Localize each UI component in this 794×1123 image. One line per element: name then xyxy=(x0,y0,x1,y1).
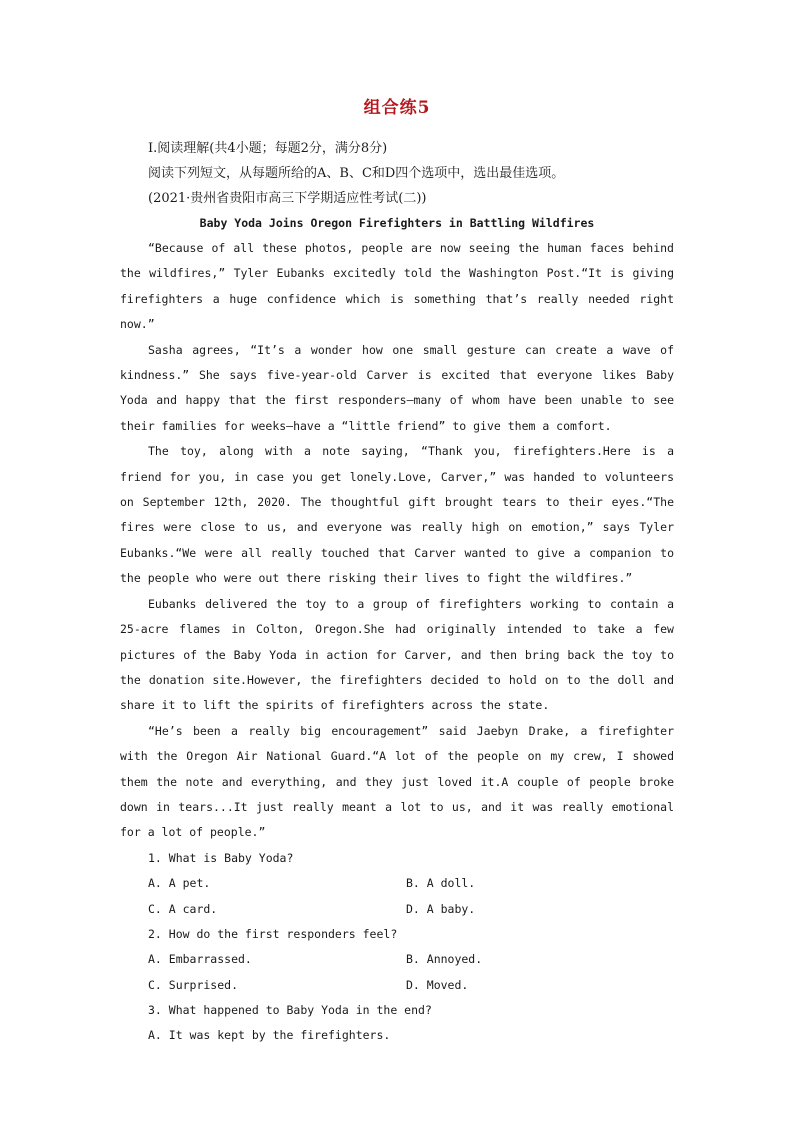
question-stem: 3. What happened to Baby Yoda in the end? xyxy=(148,1003,432,1018)
paragraph: “He’s been a really big encouragement” said Jaebyn Drake, a firefighter with the Oregon Air National Guard.“A lot of the people on my crew, I showed them the note and everything, and they just loved it.A couple of people broke down in tears...It just really meant a lot to us, and it was really emotional for a lot of people.” xyxy=(120,723,674,840)
question-2 xyxy=(120,922,674,998)
question-stem: 2. How do the first responders feel? xyxy=(148,926,398,941)
option-c: C. Surprised. xyxy=(148,977,239,992)
option-row xyxy=(120,1023,674,1048)
option-row xyxy=(120,897,674,922)
paragraph: Sasha agrees, “It’s a wonder how one small gesture can create a wave of kindness.” She says five-year-old Carver is excited that everyone likes Baby Yoda and happy that the first responders—many of whom have been unable to see their families for weeks—have a “little friend” to give them a comfort. xyxy=(120,342,674,433)
question-3 xyxy=(120,998,674,1049)
instruction-text: 阅读下列短文，从每题所给的A、B、C和D四个选项中，选出最佳选项。 xyxy=(148,166,565,181)
option-row xyxy=(120,947,674,972)
option-d: D. A baby. xyxy=(406,901,476,916)
paragraph: Eubanks delivered the toy to a group of firefighters working to contain a 25-acre flames in Colton, Oregon.She had originally intended to take a few pictures of the Baby Yoda in action for Carver, and then bring back the toy to the donation site.However, the firefighters decided to hold on to the doll and share it to lift the spirits of firefighters across the state. xyxy=(120,596,674,713)
question-stem: 1. What is Baby Yoda? xyxy=(148,850,294,865)
option-row xyxy=(120,871,674,896)
option-a: A. Embarrassed. xyxy=(148,952,252,967)
paragraph: “Because of all these photos, people are now seeing the human faces behind the wildfires,” Tyler Eubanks excitedly told the Washington Post.“It is giving firefighters a huge confidence which is something that’s really needed right now.” xyxy=(120,241,674,332)
question-1 xyxy=(120,846,674,922)
passage-title: Baby Yoda Joins Oregon Firefighters in Battling Wildfires xyxy=(199,216,595,230)
option-row xyxy=(120,973,674,998)
section-header: Ⅰ.阅读理解(共4小题；每题2分，满分8分) xyxy=(148,141,388,156)
paragraph: The toy, along with a note saying, “Thank you, firefighters.Here is a friend for you, in case you get lonely.Love, Carver,” was handed to volunteers on September 12th, 2020. The thoughtful gift brought tears to their eyes.“The fires were close to us, and everyone was really high on emotion,” says Tyler Eubanks.“We were all really touched that Carver wanted to give a companion to the people who were out there risking their lives to fight the wildfires.” xyxy=(120,444,674,586)
option-d: D. Moved. xyxy=(406,977,469,992)
option-a: A. It was kept by the firefighters. xyxy=(148,1028,391,1043)
option-b: B. Annoyed. xyxy=(406,952,483,967)
document-page xyxy=(120,96,674,1049)
option-a: A. A pet. xyxy=(148,876,211,891)
page-title: 组合练5 xyxy=(363,98,431,118)
option-b: B. A doll. xyxy=(406,876,476,891)
option-c: C. A card. xyxy=(148,901,218,916)
source-note: (2021·贵州省贵阳市高三下学期适应性考试(二)) xyxy=(148,191,427,206)
